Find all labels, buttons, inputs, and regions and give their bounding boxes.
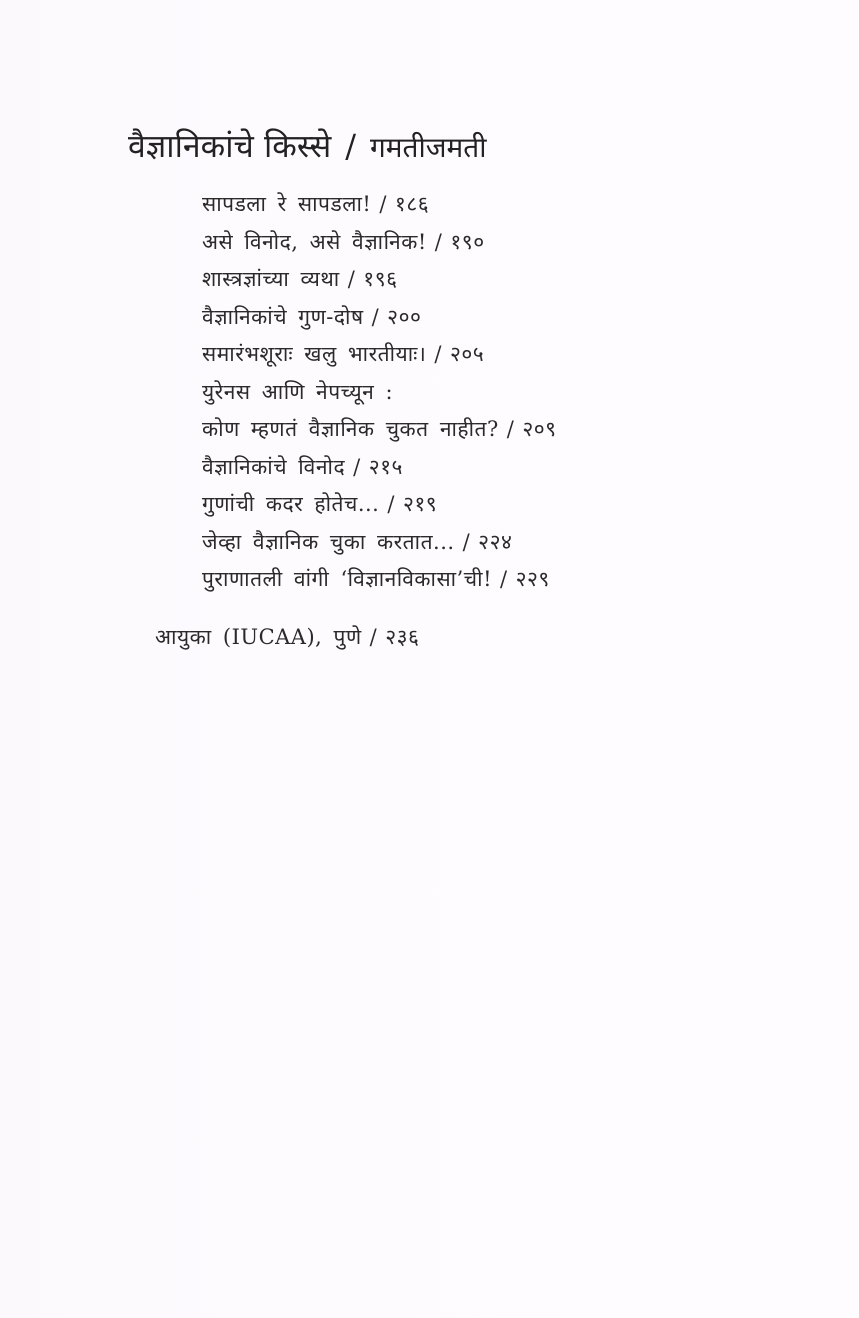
toc-entry[interactable] [202, 449, 557, 487]
toc-page-number: २०० [387, 304, 422, 329]
toc-page-number: २२४ [478, 529, 513, 554]
toc-page-number: २२९ [515, 567, 550, 591]
toc-entry-title: गुणांची कदर होतेच... [202, 492, 380, 516]
toc-entry-title: जेव्हा वैज्ञानिक चुका करतात... [202, 529, 455, 554]
toc-entry[interactable] [202, 524, 557, 562]
section-heading [128, 124, 487, 170]
toc-separator: / [506, 417, 515, 441]
toc-page-number: २०५ [449, 342, 485, 366]
toc-separator: / [379, 192, 387, 216]
toc-entry[interactable] [202, 299, 557, 337]
toc-entry[interactable] [202, 486, 557, 524]
toc-page-number: १८६ [394, 192, 430, 216]
toc-entry-title: पुराणातली वांगी ‘विज्ञानविकासा’ची! [202, 567, 493, 591]
toc-entry-heading-line[interactable] [202, 374, 557, 412]
toc-separator: / [434, 342, 442, 366]
toc-separator: / [371, 304, 380, 329]
toc-final-entry[interactable] [155, 619, 419, 656]
toc-entry-title: वैज्ञानिकांचे गुण-दोष [202, 304, 364, 329]
toc-entry-title: समारंभशूराः खलु भारतीयाः। [202, 342, 427, 366]
toc-entry[interactable] [202, 561, 557, 599]
toc-separator: / [353, 454, 361, 479]
toc-list [202, 186, 557, 599]
toc-entry-title: आयुका (IUCAA), पुणे [155, 625, 362, 649]
toc-entry-title: सापडला रे सापडला! [202, 192, 372, 216]
toc-entry[interactable] [202, 224, 557, 262]
toc-page-number: २१९ [402, 492, 438, 516]
toc-separator: / [500, 567, 508, 591]
toc-entry[interactable] [202, 186, 557, 224]
toc-separator: / [347, 267, 356, 291]
toc-separator: / [369, 625, 378, 649]
toc-page-number: २३६ [385, 625, 420, 649]
toc-entry-title: वैज्ञानिकांचे विनोद [202, 454, 346, 479]
toc-entry[interactable] [202, 411, 557, 449]
toc-separator: / [462, 529, 471, 554]
toc-entry[interactable] [202, 336, 557, 374]
heading-separator: / [345, 127, 357, 165]
toc-entry-title: कोण म्हणतं वैज्ञानिक चुकत नाहीत? [202, 417, 499, 441]
toc-page-number: १९६ [363, 267, 398, 291]
toc-page-number: २१५ [368, 454, 403, 479]
toc-page-number: २०९ [522, 417, 557, 441]
section-title: वैज्ञानिकांचे किस्से [128, 127, 332, 165]
toc-separator: / [434, 229, 443, 254]
toc-separator: / [387, 492, 395, 516]
section-subtitle: गमतीजमती [370, 131, 487, 164]
toc-entry-title: शास्त्रज्ञांच्या व्यथा [202, 267, 340, 291]
toc-entry-title: असे विनोद, असे वैज्ञानिक! [202, 229, 427, 254]
toc-page-number: १९० [450, 229, 485, 254]
toc-entry[interactable] [202, 261, 557, 299]
toc-entry-title: युरेनस आणि नेपच्यून : [202, 379, 394, 404]
